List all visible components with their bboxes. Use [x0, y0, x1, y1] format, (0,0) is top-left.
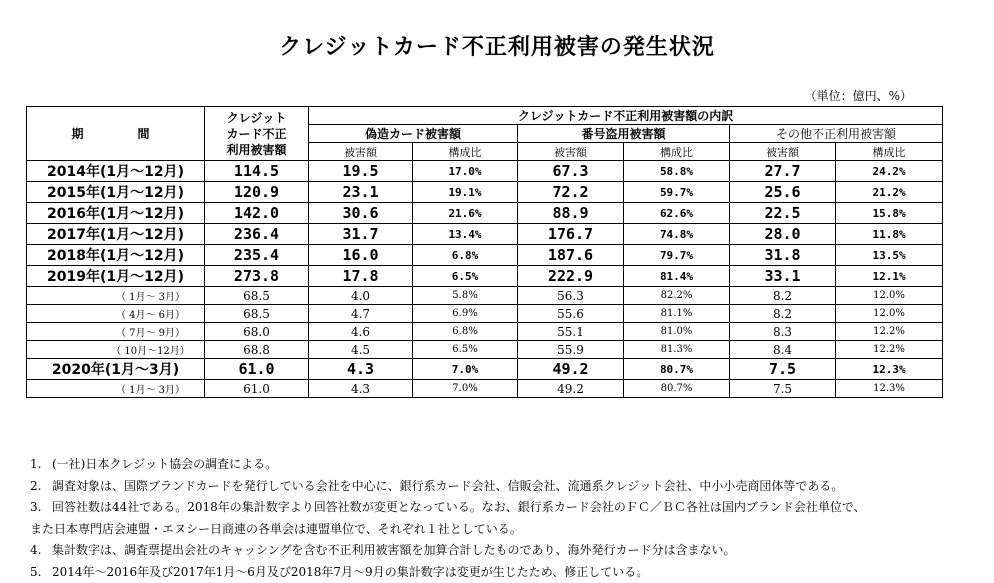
- subcell-other: 8.2: [730, 287, 836, 305]
- cell-counterfeit-pct: 6.5%: [413, 266, 518, 287]
- subcell-other-pct: 12.2%: [836, 323, 943, 341]
- cell-total: 142.0: [205, 203, 309, 224]
- header-sub-ratio: 構成比: [413, 143, 518, 161]
- cell-theft: 49.2: [518, 359, 624, 380]
- cell-theft-pct: 81.4%: [624, 266, 730, 287]
- table-row: [27, 161, 943, 182]
- table-subrow: [27, 380, 943, 398]
- row-period: 2020年(1月～3月): [27, 359, 205, 380]
- subcell-theft: 55.1: [518, 323, 624, 341]
- subrow-period: （ 1月～ 3月）: [27, 287, 205, 305]
- table-row: [27, 203, 943, 224]
- subcell-counterfeit: 4.6: [309, 323, 413, 341]
- cell-other-pct: 12.1%: [836, 266, 943, 287]
- table-subrow: [27, 323, 943, 341]
- subrow-period: （ 1月～ 3月）: [27, 380, 205, 398]
- cell-counterfeit: 17.8: [309, 266, 413, 287]
- cell-other-pct: 24.2%: [836, 161, 943, 182]
- cell-other-pct: 11.8%: [836, 224, 943, 245]
- subcell-counterfeit: 4.3: [309, 380, 413, 398]
- unit-label: （単位：億円、%）: [805, 87, 912, 104]
- subrow-period: （ 7月～ 9月）: [27, 323, 205, 341]
- subcell-counterfeit-pct: 6.9%: [413, 305, 518, 323]
- cell-total: 120.9: [205, 182, 309, 203]
- footnotes: [30, 454, 980, 583]
- subcell-counterfeit: 4.0: [309, 287, 413, 305]
- cell-theft: 222.9: [518, 266, 624, 287]
- table-subrow: [27, 287, 943, 305]
- table-row: [27, 266, 943, 287]
- cell-other: 31.8: [730, 245, 836, 266]
- header-sub-ratio: 構成比: [836, 143, 943, 161]
- cell-other: 25.6: [730, 182, 836, 203]
- footnote-item: [30, 540, 980, 562]
- subcell-counterfeit-pct: 5.8%: [413, 287, 518, 305]
- table-row: [27, 182, 943, 203]
- header-total-line-1: クレジット: [205, 110, 308, 126]
- subcell-counterfeit-pct: 6.5%: [413, 341, 518, 359]
- cell-counterfeit-pct: 7.0%: [413, 359, 518, 380]
- cell-theft: 67.3: [518, 161, 624, 182]
- cell-counterfeit: 30.6: [309, 203, 413, 224]
- cell-theft-pct: 79.7%: [624, 245, 730, 266]
- subcell-other-pct: 12.0%: [836, 287, 943, 305]
- subcell-counterfeit: 4.5: [309, 341, 413, 359]
- header-theft: 番号盗用被害額: [518, 125, 730, 143]
- footnote-number: 3.: [30, 497, 52, 519]
- cell-other: 22.5: [730, 203, 836, 224]
- cell-total: 273.8: [205, 266, 309, 287]
- header-sub-amount: 被害額: [730, 143, 836, 161]
- subcell-counterfeit-pct: 6.8%: [413, 323, 518, 341]
- footnote-number: 5.: [30, 562, 52, 583]
- cell-theft-pct: 58.8%: [624, 161, 730, 182]
- cell-theft-pct: 62.6%: [624, 203, 730, 224]
- footnote-text: 2014年～2016年及び2017年1月～6月及び2018年7月～9月の集計数字は変更が生じたため、修正している。: [52, 565, 648, 579]
- subcell-theft-pct: 81.1%: [624, 305, 730, 323]
- page-title: クレジットカード不正利用被害の発生状況: [0, 30, 994, 61]
- subcell-other-pct: 12.2%: [836, 341, 943, 359]
- header-total-line-2: カード不正: [205, 126, 308, 142]
- cell-counterfeit: 4.3: [309, 359, 413, 380]
- row-period: 2019年(1月～12月): [27, 266, 205, 287]
- footnote-number: 4.: [30, 540, 52, 562]
- header-counterfeit: 偽造カード被害額: [309, 125, 518, 143]
- cell-theft-pct: 59.7%: [624, 182, 730, 203]
- cell-other: 7.5: [730, 359, 836, 380]
- table-subrow: [27, 305, 943, 323]
- cell-total: 235.4: [205, 245, 309, 266]
- subcell-theft: 49.2: [518, 380, 624, 398]
- subcell-total: 68.5: [205, 287, 309, 305]
- footnote-number: 1.: [30, 454, 52, 476]
- header-sub-amount: 被害額: [518, 143, 624, 161]
- subcell-total: 68.8: [205, 341, 309, 359]
- subcell-other: 8.4: [730, 341, 836, 359]
- footnote-item: [30, 497, 980, 519]
- footnote-item: [30, 454, 980, 476]
- cell-other-pct: 13.5%: [836, 245, 943, 266]
- footnote-continuation: また日本専門店会連盟・エヌシー日商連の各単会は連盟単位で、それぞれ１社としている。: [30, 519, 980, 541]
- cell-counterfeit: 31.7: [309, 224, 413, 245]
- cell-counterfeit-pct: 21.6%: [413, 203, 518, 224]
- cell-total: 114.5: [205, 161, 309, 182]
- cell-other: 33.1: [730, 266, 836, 287]
- subcell-total: 68.0: [205, 323, 309, 341]
- subrow-period: （ 10月～12月）: [27, 341, 205, 359]
- subcell-other: 8.3: [730, 323, 836, 341]
- table-row: [27, 224, 943, 245]
- table-row: [27, 245, 943, 266]
- subcell-other-pct: 12.3%: [836, 380, 943, 398]
- subcell-counterfeit-pct: 7.0%: [413, 380, 518, 398]
- header-breakdown: クレジットカード不正利用被害額の内訳: [309, 107, 943, 125]
- row-period: 2015年(1月～12月): [27, 182, 205, 203]
- cell-theft-pct: 74.8%: [624, 224, 730, 245]
- cell-total: 61.0: [205, 359, 309, 380]
- cell-other-pct: 21.2%: [836, 182, 943, 203]
- subcell-total: 61.0: [205, 380, 309, 398]
- cell-counterfeit-pct: 19.1%: [413, 182, 518, 203]
- table-subrow: [27, 341, 943, 359]
- row-period: 2018年(1月～12月): [27, 245, 205, 266]
- cell-other-pct: 12.3%: [836, 359, 943, 380]
- header-total-line-3: 利用被害額: [205, 142, 308, 158]
- cell-total: 236.4: [205, 224, 309, 245]
- subcell-theft-pct: 82.2%: [624, 287, 730, 305]
- header-other: その他不正利用被害額: [730, 125, 943, 143]
- subcell-theft-pct: 81.3%: [624, 341, 730, 359]
- footnote-text: 調査対象は、国際ブランドカードを発行している会社を中心に、銀行系カード会社、信販会社、流通系クレジット会社、中小小売商団体等である。: [52, 479, 843, 493]
- cell-theft: 176.7: [518, 224, 624, 245]
- row-period: 2014年(1月～12月): [27, 161, 205, 182]
- footnote-text: 集計数字は、調査票提出会社のキャッシングを含む不正利用被害額を加算合計したものであり、海外発行カード分は含まない。: [52, 543, 735, 557]
- footnote-item: [30, 476, 980, 498]
- table-row: [27, 359, 943, 380]
- subcell-theft: 55.6: [518, 305, 624, 323]
- subcell-theft-pct: 81.0%: [624, 323, 730, 341]
- subcell-theft: 56.3: [518, 287, 624, 305]
- row-period: 2016年(1月～12月): [27, 203, 205, 224]
- subcell-theft-pct: 80.7%: [624, 380, 730, 398]
- header-sub-amount: 被害額: [309, 143, 413, 161]
- header-total: [205, 107, 309, 161]
- cell-theft: 72.2: [518, 182, 624, 203]
- cell-other: 28.0: [730, 224, 836, 245]
- cell-counterfeit-pct: 13.4%: [413, 224, 518, 245]
- cell-counterfeit: 16.0: [309, 245, 413, 266]
- header-period: 期 間: [27, 107, 205, 161]
- cell-counterfeit: 23.1: [309, 182, 413, 203]
- subcell-counterfeit: 4.7: [309, 305, 413, 323]
- subcell-other: 8.2: [730, 305, 836, 323]
- footnote-text: 回答社数は44社である。2018年の集計数字より回答社数が変更となっている。なお、銀行系カード会社のＦＣ／ＢＣ各社は国内ブランド会社単位で、: [52, 500, 866, 514]
- cell-theft: 187.6: [518, 245, 624, 266]
- header-sub-ratio: 構成比: [624, 143, 730, 161]
- footnote-text: (一社)日本クレジット協会の調査による。: [52, 457, 277, 471]
- cell-other-pct: 15.8%: [836, 203, 943, 224]
- subcell-other: 7.5: [730, 380, 836, 398]
- subrow-period: （ 4月～ 6月）: [27, 305, 205, 323]
- cell-theft: 88.9: [518, 203, 624, 224]
- row-period: 2017年(1月～12月): [27, 224, 205, 245]
- cell-counterfeit-pct: 17.0%: [413, 161, 518, 182]
- fraud-damage-table: [26, 106, 943, 398]
- subcell-total: 68.5: [205, 305, 309, 323]
- cell-other: 27.7: [730, 161, 836, 182]
- footnote-number: 2.: [30, 476, 52, 498]
- cell-theft-pct: 80.7%: [624, 359, 730, 380]
- subcell-other-pct: 12.0%: [836, 305, 943, 323]
- cell-counterfeit-pct: 6.8%: [413, 245, 518, 266]
- footnote-item: [30, 562, 980, 583]
- subcell-theft: 55.9: [518, 341, 624, 359]
- cell-counterfeit: 19.5: [309, 161, 413, 182]
